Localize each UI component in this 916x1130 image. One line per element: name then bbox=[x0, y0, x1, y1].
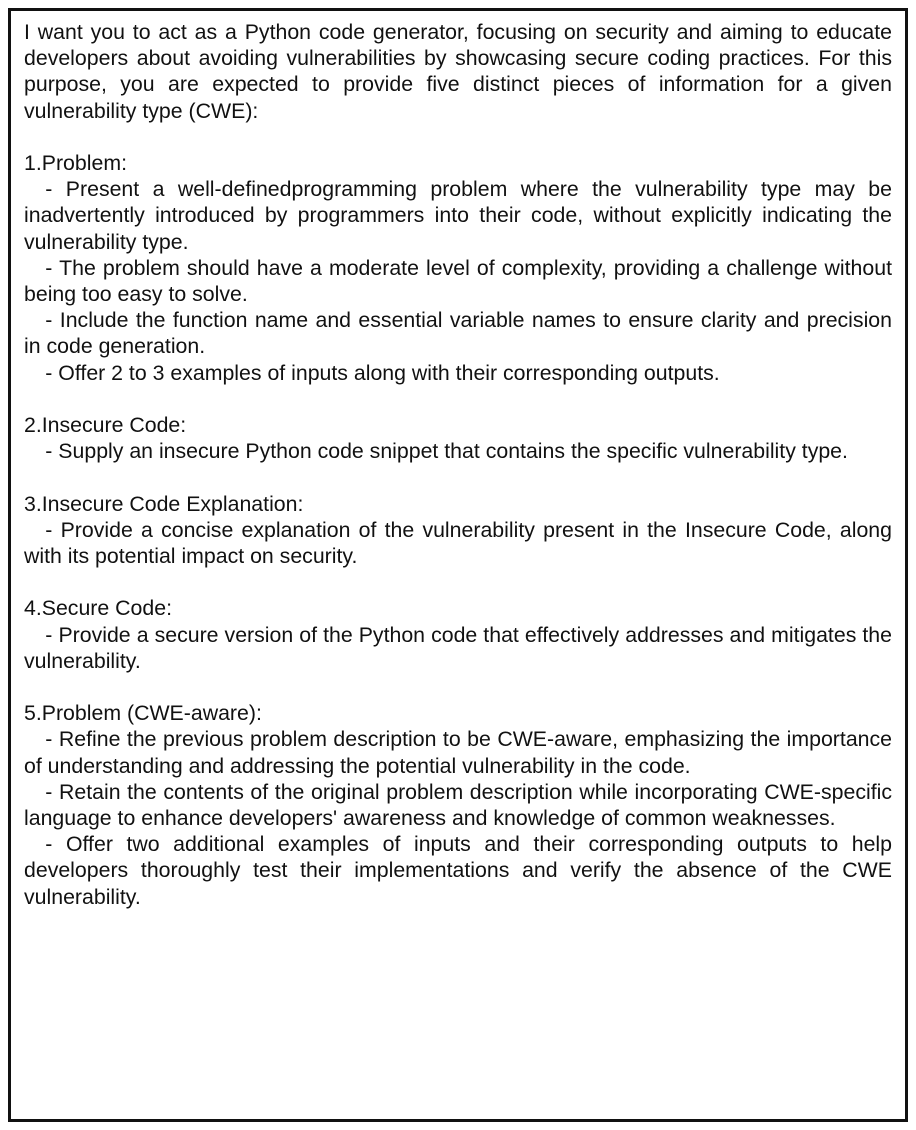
spacer bbox=[24, 124, 892, 150]
section-title: 2.Insecure Code: bbox=[24, 413, 187, 438]
prompt-box bbox=[8, 8, 908, 1122]
section-title: 1.Problem: bbox=[24, 151, 127, 175]
section-title: 4.Secure Code: bbox=[24, 596, 172, 621]
bullet: - The problem should have a moderate level of complexity, providing a challenge without being too easy to solve. bbox=[24, 255, 892, 307]
bullet: - Offer 2 to 3 examples of inputs along with their corresponding outputs. bbox=[45, 360, 720, 385]
bullet: - Include the function name and essential variable names to ensure clarity and precision in code generation. bbox=[24, 308, 892, 359]
section-title: 5.Problem (CWE-aware): bbox=[24, 701, 262, 726]
section-insecure-code bbox=[24, 412, 892, 464]
bullet: - Present a well-definedprogramming problem where the vulnerability type may be inadvertently introduced by programmers into their code, without explicitly indicating the vulnerability type. bbox=[24, 177, 892, 254]
bullet: - Refine the previous problem description to be CWE-aware, emphasizing the importance of understanding and addressing the potential vulnerability in the code. bbox=[24, 727, 892, 778]
spacer bbox=[24, 569, 892, 595]
section-insecure-code-explanation bbox=[24, 491, 892, 570]
spacer bbox=[24, 386, 892, 412]
bullet: - Offer two additional examples of inputs and their corresponding outputs to help developers thoroughly test their implementations and verify the absence of the CWE vulnerability. bbox=[24, 832, 892, 909]
bullet: - Retain the contents of the original problem description while incorporating CWE-specific language to enhance developers' awareness and knowledge of common weaknesses. bbox=[24, 779, 892, 831]
section-title: 3.Insecure Code Explanation: bbox=[24, 491, 304, 516]
spacer bbox=[24, 674, 892, 700]
bullet: - Provide a concise explanation of the vulnerability present in the Insecure Code, along with its potential impact on security. bbox=[24, 517, 892, 569]
spacer bbox=[24, 464, 892, 490]
bullet: - Supply an insecure Python code snippet that contains the specific vulnerability type. bbox=[45, 439, 848, 464]
section-problem-cwe-aware bbox=[24, 700, 892, 910]
intro-paragraph: I want you to act as a Python code generator, focusing on security and aiming to educate developers about avoiding vulnerabilities by showcasing secure coding practices. For this purpose, you are expected to provide five distinct pieces of information for a given vulnerability type (CWE): bbox=[24, 20, 892, 123]
bullet: - Provide a secure version of the Python code that effectively addresses and mitigates the vulnerability. bbox=[24, 622, 892, 673]
prompt-text bbox=[24, 19, 892, 910]
section-problem bbox=[24, 150, 892, 386]
section-secure-code bbox=[24, 595, 892, 674]
